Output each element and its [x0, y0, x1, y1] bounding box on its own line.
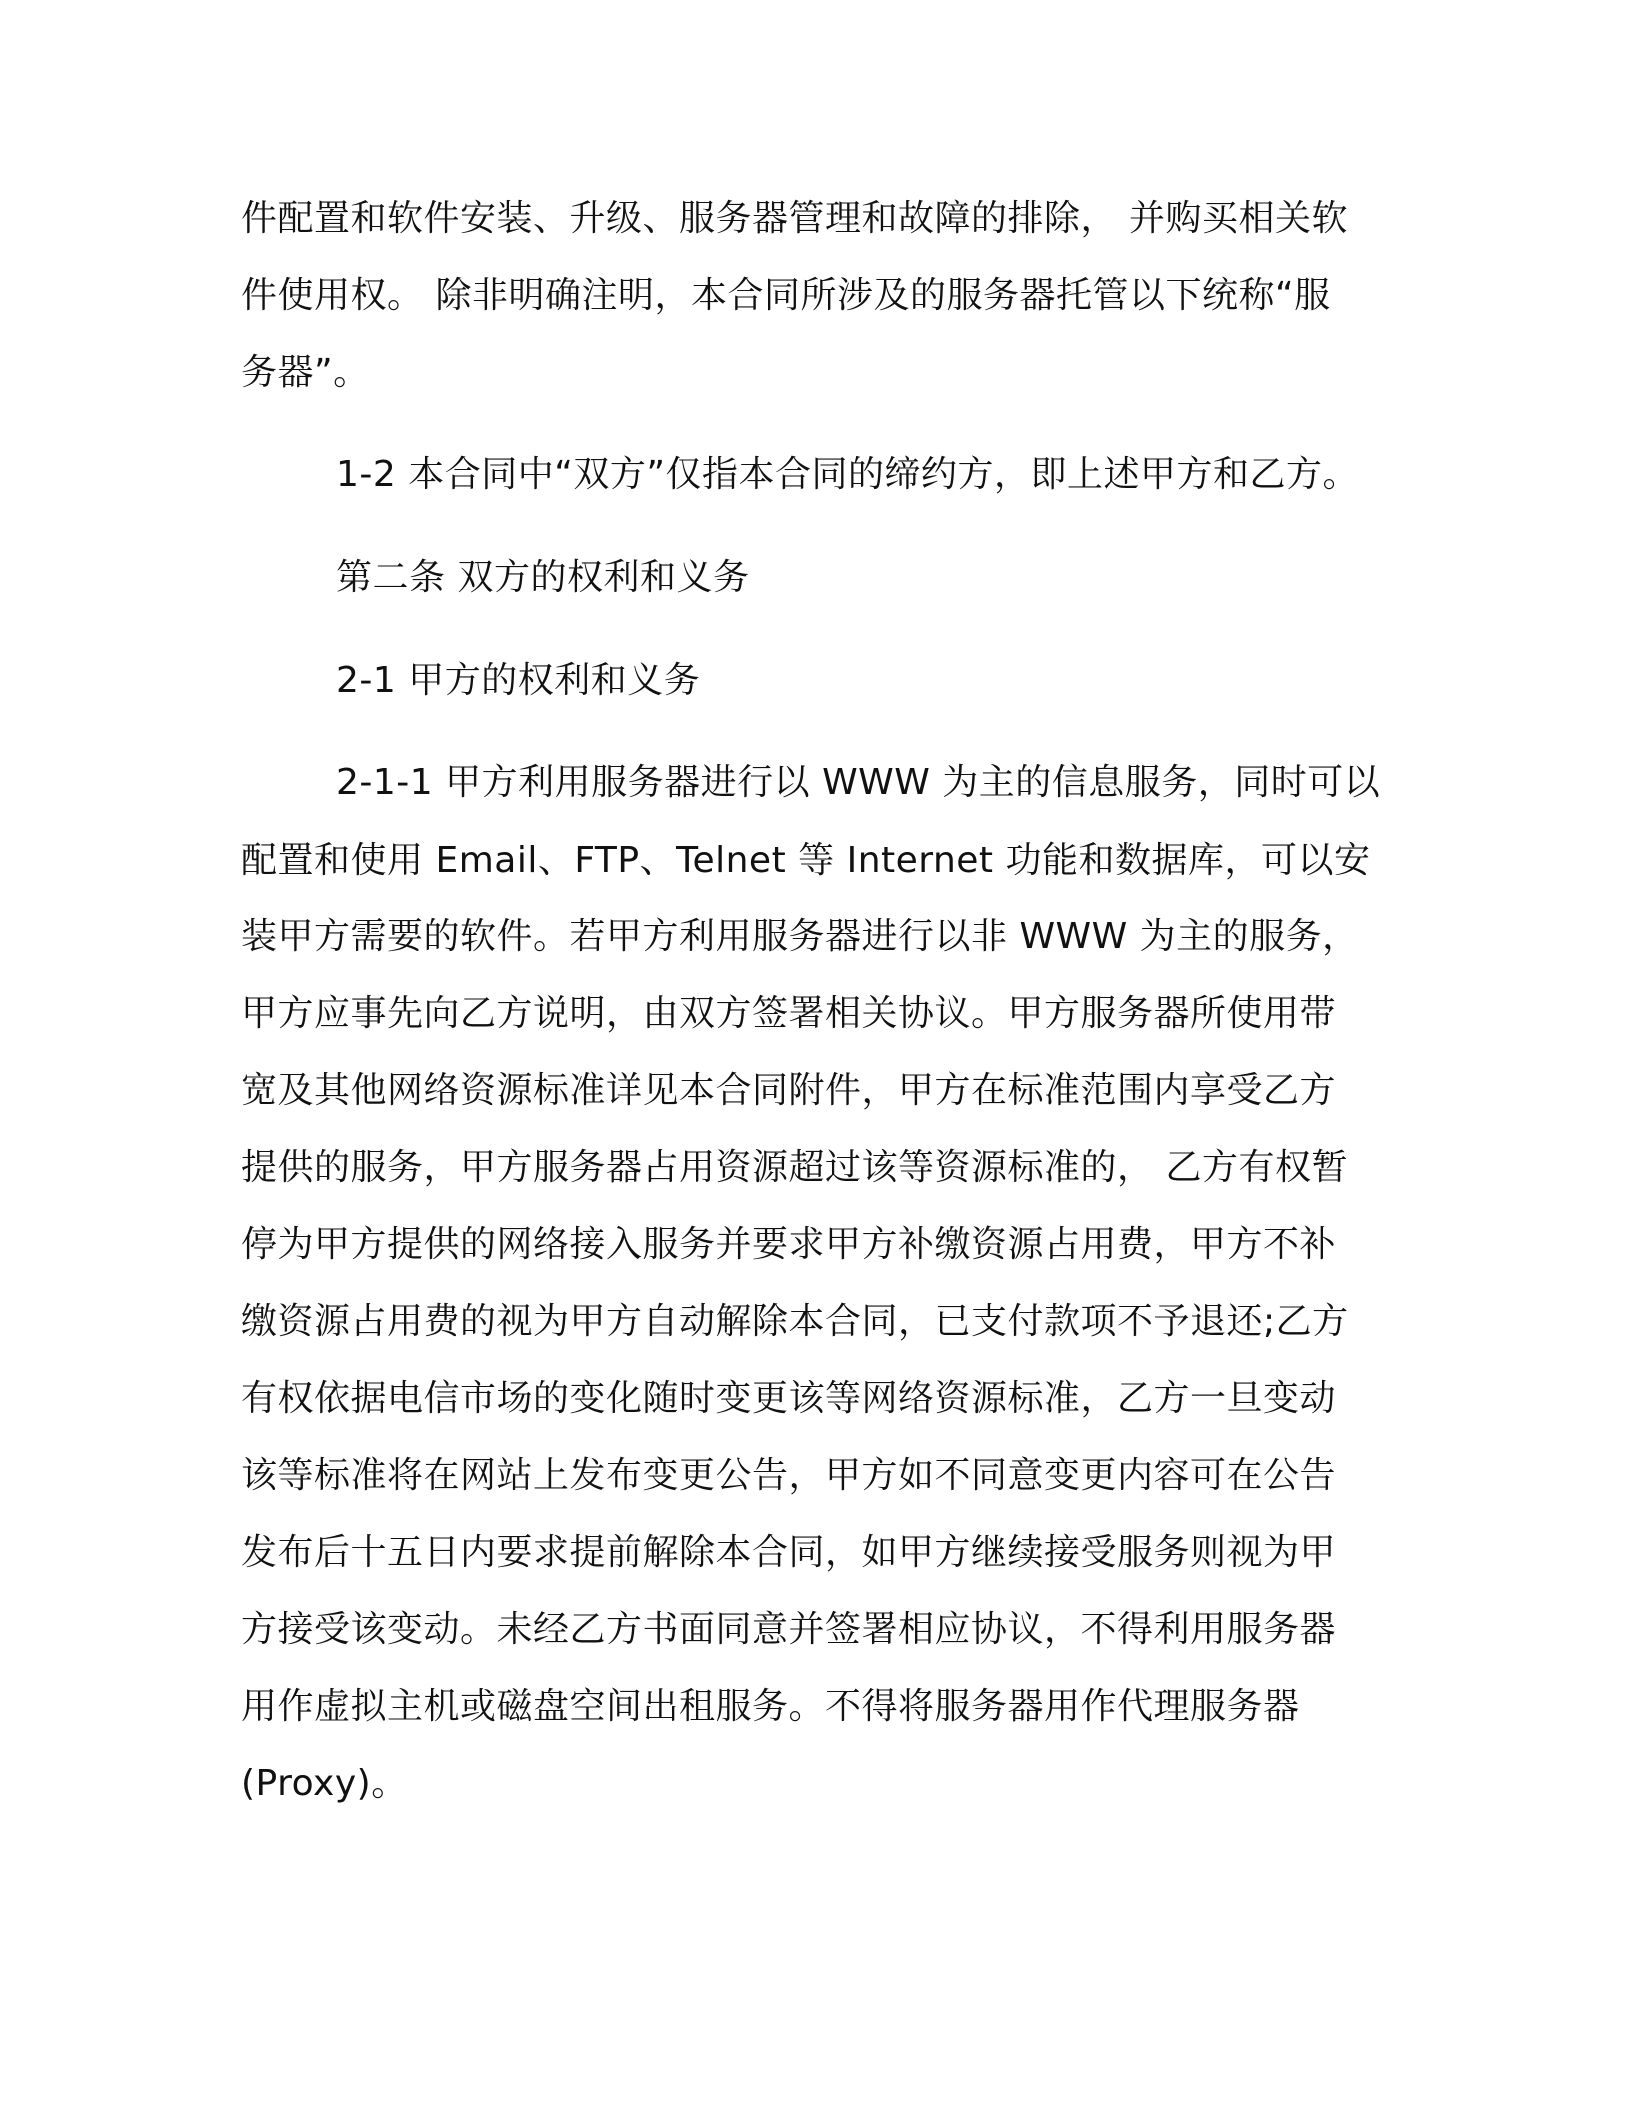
paragraph-line: 件配置和软件安装、升级、服务器管理和故障的排除， 并购买相关软 — [241, 198, 1348, 239]
paragraph-line: 发布后十五日内要求提前解除本合同，如甲方继续接受服务则视为甲 — [241, 1532, 1337, 1573]
paragraph-line: 甲方应事先向乙方说明，由双方签署相关协议。甲方服务器所使用带 — [241, 993, 1337, 1034]
paragraph-line: 有权依据电信市场的变化随时变更该等网络资源标准，乙方一旦变动 — [241, 1378, 1337, 1419]
section-2-1-heading: 2-1 甲方的权利和义务 — [336, 660, 701, 701]
paragraph-line: 用作虚拟主机或磁盘空间出租服务。不得将服务器用作代理服务器 — [241, 1686, 1300, 1727]
paragraph-line: 宽及其他网络资源标准详见本合同附件，甲方在标准范围内享受乙方 — [241, 1070, 1337, 1111]
paragraph-line: 装甲方需要的软件。若甲方利用服务器进行以非 WWW 为主的服务， — [241, 916, 1359, 957]
paragraph-line: 停为甲方提供的网络接入服务并要求甲方补缴资源占用费，甲方不补 — [241, 1224, 1337, 1265]
paragraph-line: 配置和使用 Email、FTP、Telnet 等 Internet 功能和数据库，可以安 — [241, 840, 1371, 881]
clause-1-2: 1-2 本合同中“双方”仅指本合同的缔约方，即上述甲方和乙方。 — [336, 454, 1360, 495]
paragraph-line: 方接受该变动。未经乙方书面同意并签署相应协议，不得利用服务器 — [241, 1609, 1337, 1650]
paragraph-line: 缴资源占用费的视为甲方自动解除本合同，已支付款项不予退还;乙方 — [241, 1301, 1349, 1342]
paragraph-line: (Proxy)。 — [241, 1763, 408, 1804]
clause-2-1-1: 2-1-1 甲方利用服务器进行以 WWW 为主的信息服务，同时可以 — [336, 762, 1381, 803]
paragraph-line: 件使用权。 除非明确注明，本合同所涉及的服务器托管以下统称“服 — [241, 275, 1331, 316]
paragraph-line: 务器”。 — [241, 352, 370, 393]
paragraph-line: 提供的服务，甲方服务器占用资源超过该等资源标准的， 乙方有权暂 — [241, 1147, 1348, 1188]
article-2-heading: 第二条 双方的权利和义务 — [336, 557, 750, 598]
paragraph-line: 该等标准将在网站上发布变更公告，甲方如不同意变更内容可在公告 — [241, 1455, 1337, 1496]
